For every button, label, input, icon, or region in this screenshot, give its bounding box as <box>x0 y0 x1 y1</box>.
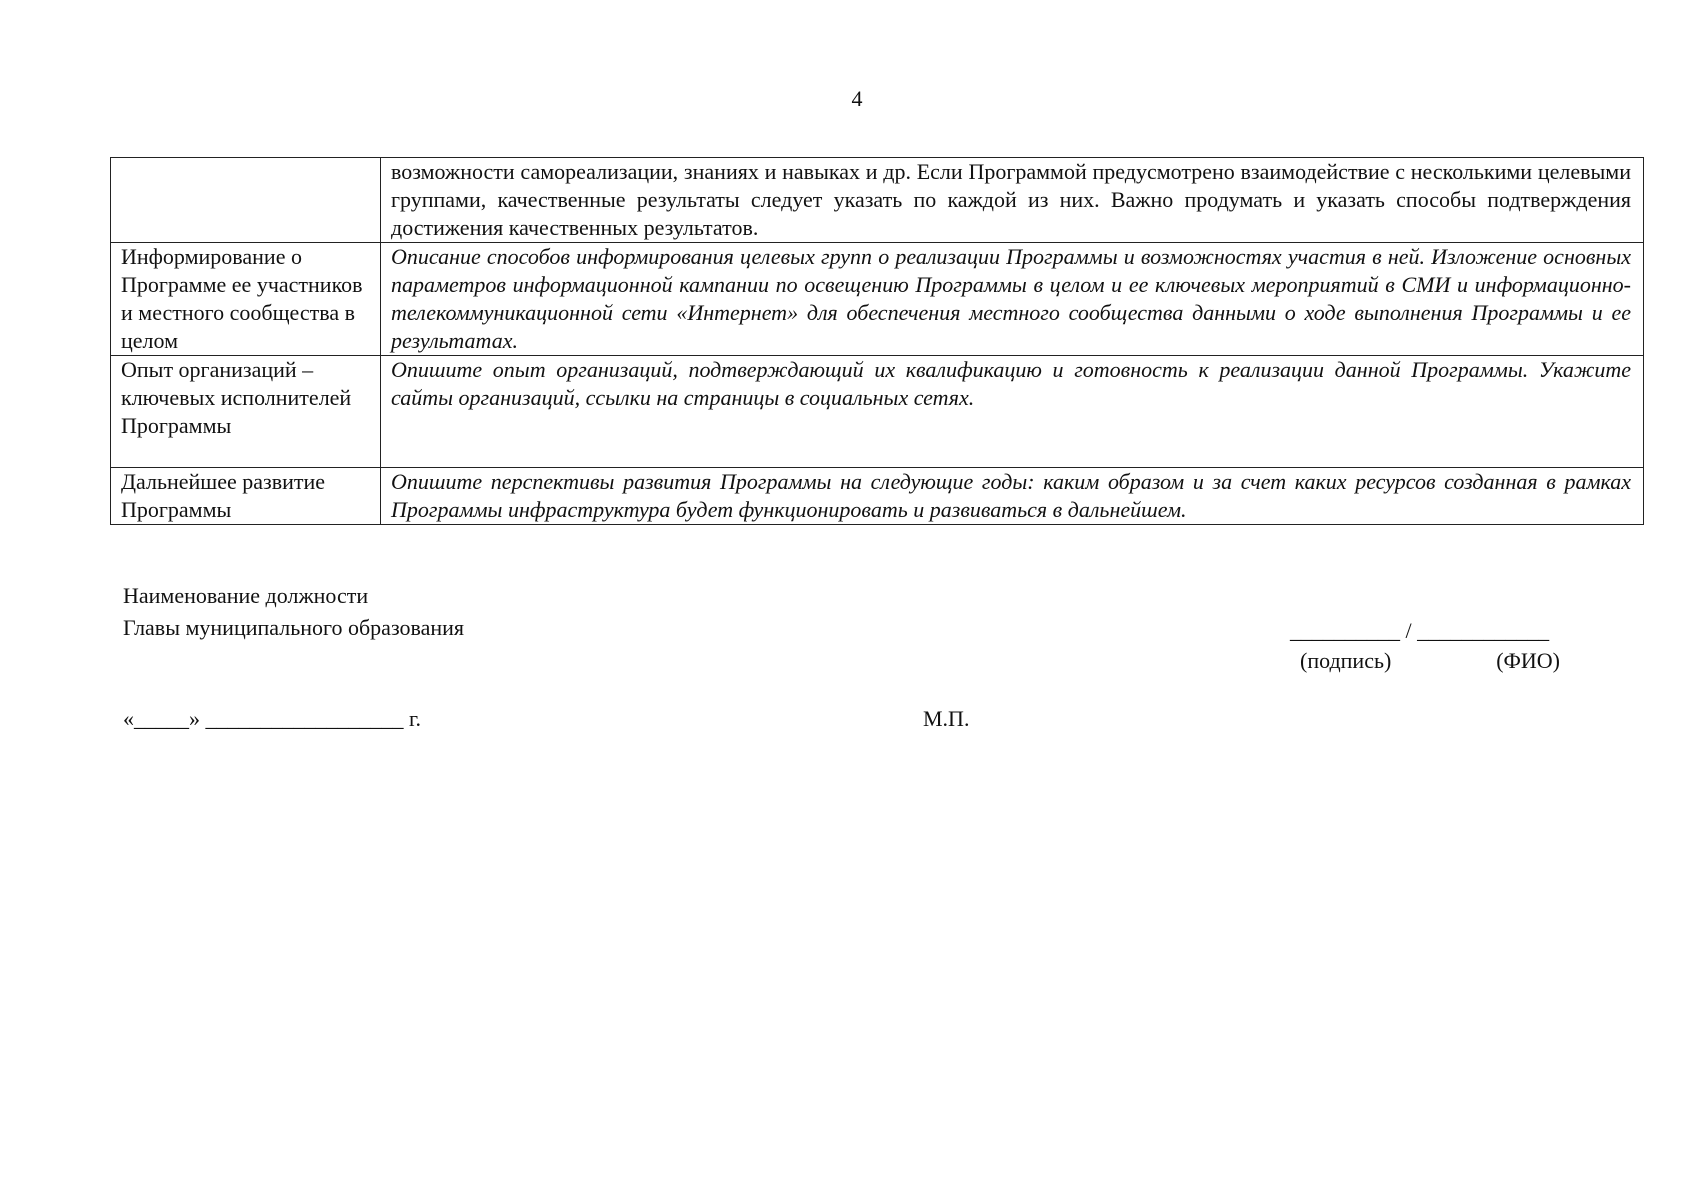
caption-signature: (подпись) <box>1300 648 1392 673</box>
row-label: Дальнейшее развитие Программы <box>111 468 381 525</box>
program-table <box>110 157 1644 525</box>
caption-name: (ФИО) <box>1496 648 1560 673</box>
row-label: Опыт организаций – ключевых исполнителей Программы <box>111 356 381 468</box>
table-row <box>111 468 1644 525</box>
page-number: 4 <box>851 86 863 111</box>
row-content: Описание способов информирования целевых групп о реализации Программы и возможностях участия в ней. Изложение основных параметров информационной кампании по освещению Программы в целом и ее ключевых мероприятий в СМИ и информационно-телекоммуникационной сети «Интернет» для обеспечения местного сообщества данными о ходе выполнения Программы и ее результатах. <box>381 243 1644 356</box>
row-content: Опишите перспективы развития Программы на следующие годы: каким образом и за счет каких ресурсов созданная в рамках Программы инфраструктура будет функционировать и развиваться в дальнейшем. <box>381 468 1644 525</box>
signature-line: __________ / ____________ <box>1290 618 1550 643</box>
signatory-position <box>123 580 464 644</box>
date-line: «_____» __________________ г. <box>123 706 422 731</box>
position-line-1: Наименование должности <box>123 583 369 608</box>
position-line-2: Главы муниципального образования <box>123 615 465 640</box>
table-row <box>111 243 1644 356</box>
row-content: возможности самореализации, знаниях и навыках и др. Если Программой предусмотрено взаимодействие с несколькими целевыми группами, качественные результаты следует указать по каждой из них. Важно продумать и указать способы подтверждения достижения качественных результатов. <box>381 158 1644 243</box>
stamp-place: М.П. <box>923 706 970 731</box>
signature-captions <box>1300 648 1560 674</box>
table-row <box>111 158 1644 243</box>
table-row <box>111 356 1644 468</box>
row-label: Информирование о Программе ее участников и местного сообщества в целом <box>111 243 381 356</box>
row-content: Опишите опыт организаций, подтверждающий их квалификацию и готовность к реализации данной Программы. Укажите сайты организаций, ссылки на страницы в социальных сетях. <box>381 356 1644 468</box>
row-label <box>111 158 381 243</box>
